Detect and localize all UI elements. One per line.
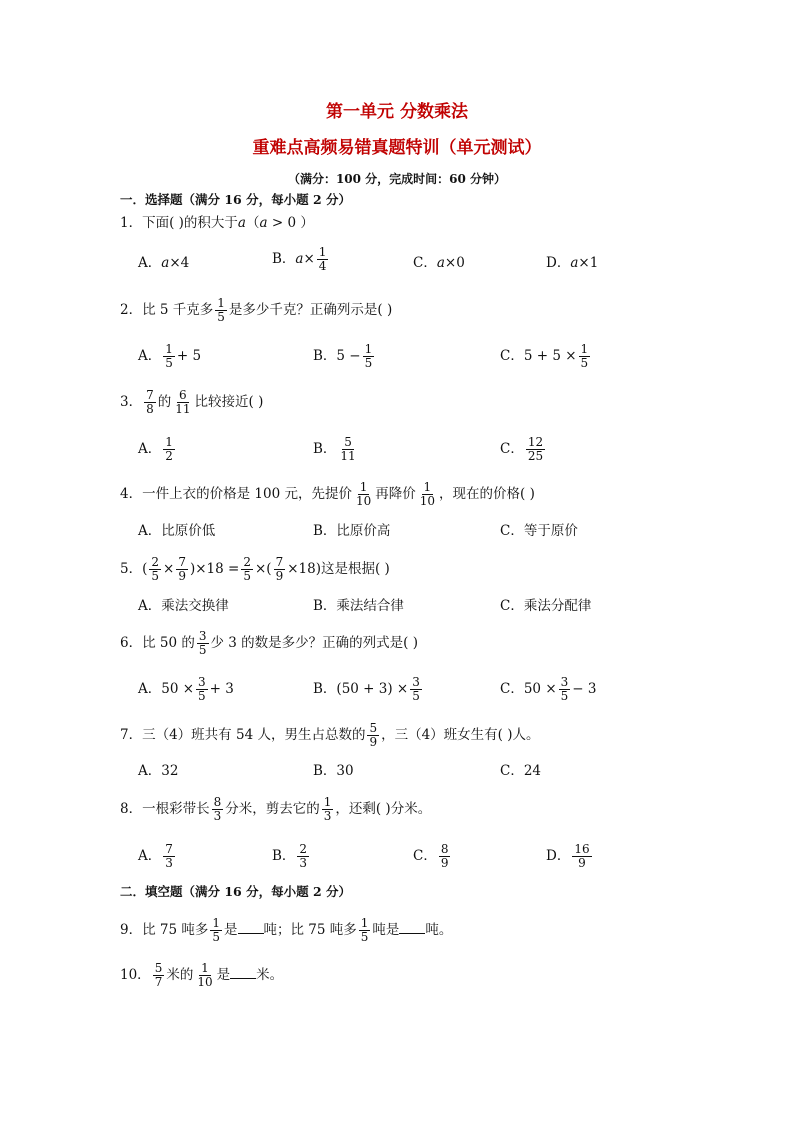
- fraction: [297, 843, 309, 870]
- fraction: [359, 917, 371, 944]
- text-span: A．: [138, 441, 162, 457]
- text-span: − 3: [572, 681, 597, 697]
- numerator: 1: [323, 795, 332, 809]
- text-span: 50 ×: [523, 681, 557, 697]
- option-b[interactable]: [272, 843, 311, 870]
- text-span: 三（4）班共有 54 人，男生占总数的: [142, 727, 366, 743]
- fraction: [367, 722, 379, 749]
- numerator: 1: [212, 916, 220, 930]
- text-span: ×0: [444, 255, 465, 271]
- numerator: 8: [213, 795, 222, 809]
- fraction: [354, 481, 373, 508]
- numerator: 1: [165, 342, 173, 356]
- denominator: 8: [146, 402, 154, 416]
- text-span: ×1: [578, 255, 599, 271]
- denominator: 10: [197, 975, 213, 989]
- option-c[interactable]: [500, 343, 592, 370]
- question-5: [120, 556, 390, 583]
- numerator: 3: [560, 675, 569, 689]
- numerator: 3: [198, 675, 206, 689]
- option-c[interactable]: C．等于原价: [500, 523, 578, 539]
- denominator: 9: [578, 856, 586, 870]
- text-span: 吨。: [425, 922, 453, 938]
- text-span: B．: [313, 348, 337, 364]
- denominator: 4: [318, 259, 327, 273]
- text-span: B．: [313, 441, 337, 457]
- fraction: [196, 676, 208, 703]
- denominator: 10: [419, 494, 436, 508]
- option-b[interactable]: B．乘法结合律: [313, 598, 404, 614]
- text-span: 3．: [120, 394, 143, 410]
- text-span: C．: [500, 681, 524, 697]
- denominator: 11: [340, 449, 356, 463]
- text-span: D．: [546, 848, 571, 864]
- numerator: 1: [580, 342, 589, 356]
- fraction: [572, 843, 591, 870]
- text-span: 吨是: [372, 922, 400, 938]
- option-b[interactable]: [313, 676, 424, 703]
- text-span: + 3: [209, 681, 234, 697]
- section-heading-choice: 一．选择题（满分 16 分，每小题 2 分）: [120, 192, 352, 207]
- text-span: 再降价: [375, 486, 416, 502]
- numerator: 16: [574, 842, 590, 856]
- numerator: 2: [151, 555, 160, 569]
- text-span: A．: [138, 348, 162, 364]
- text-span: A．: [138, 848, 162, 864]
- question-text: 下面( )的积大于: [142, 215, 238, 231]
- answer-blank[interactable]: [238, 921, 264, 934]
- text-span: 7．: [120, 727, 143, 743]
- option-a[interactable]: [138, 436, 177, 463]
- answer-blank[interactable]: [230, 966, 256, 979]
- denominator: 9: [440, 856, 449, 870]
- denominator: 5: [412, 689, 420, 703]
- option-c[interactable]: C．乘法分配律: [500, 598, 592, 614]
- denominator: 5: [360, 930, 369, 944]
- denominator: 5: [198, 689, 206, 703]
- text-span: 一件上衣的价格是 100 元，先提价: [142, 486, 352, 502]
- option-b[interactable]: [313, 343, 376, 370]
- text-span: 米的: [166, 967, 194, 983]
- option-a[interactable]: A．比原价低: [138, 523, 216, 539]
- text-span: A．: [138, 681, 162, 697]
- text-span: 分米，剪去它的: [225, 801, 320, 817]
- question-3: [120, 389, 263, 416]
- text-span: 5 + 5 ×: [523, 348, 577, 364]
- numerator: 12: [527, 435, 544, 449]
- numerator: 1: [360, 916, 369, 930]
- text-span: 2．: [120, 302, 143, 318]
- fraction: [149, 556, 161, 583]
- text-span: 10．: [120, 967, 151, 983]
- text-span: a: [259, 215, 268, 231]
- numerator: 3: [198, 629, 207, 643]
- page-subtitle: 重难点高频易错真题特训（单元测试）: [252, 138, 542, 158]
- denominator: 5: [217, 310, 225, 324]
- numerator: 1: [318, 245, 327, 259]
- fraction: [363, 343, 375, 370]
- text-span: > 0 ）: [267, 215, 314, 231]
- question-6: [120, 630, 418, 657]
- denominator: 5: [165, 356, 173, 370]
- text-span: 6．: [120, 635, 143, 651]
- numerator: 7: [178, 555, 186, 569]
- denominator: 9: [178, 569, 186, 583]
- denominator: 5: [212, 930, 220, 944]
- option-c[interactable]: [413, 253, 465, 273]
- numerator: 1: [423, 480, 432, 494]
- denominator: 7: [154, 975, 163, 989]
- fraction: [212, 796, 224, 823]
- text-span: a: [570, 255, 579, 271]
- text-span: 的: [157, 394, 172, 410]
- option-b[interactable]: [313, 436, 360, 463]
- question-number: 1．: [120, 215, 143, 231]
- numerator: 1: [359, 480, 368, 494]
- text-span: 是多少千克？正确列示是( ): [228, 302, 393, 318]
- numerator: 8: [440, 842, 449, 856]
- denominator: 5: [243, 569, 251, 583]
- text-span: （: [245, 215, 260, 231]
- fraction: [215, 297, 227, 324]
- text-span: B．: [272, 848, 296, 864]
- numerator: 7: [146, 388, 154, 402]
- fraction: [439, 843, 451, 870]
- section-heading-fill: 二．填空题（满分 16 分，每小题 2 分）: [120, 884, 352, 899]
- fraction: [153, 962, 165, 989]
- fraction: [410, 676, 422, 703]
- numerator: 5: [369, 721, 378, 735]
- text-span: B．: [272, 251, 296, 267]
- numerator: 3: [412, 675, 420, 689]
- text-span: C．: [500, 348, 524, 364]
- exam-info: （满分：100 分，完成时间：60 分钟）: [287, 172, 507, 186]
- fraction: [163, 343, 175, 370]
- option-a[interactable]: A．乘法交换律: [138, 598, 229, 614]
- text-span: ，还剩( )分米。: [335, 801, 432, 817]
- text-span: 50 ×: [161, 681, 195, 697]
- denominator: 10: [355, 494, 372, 508]
- text-span: ×: [163, 561, 175, 577]
- question-1: [120, 213, 314, 233]
- denominator: 3: [165, 856, 173, 870]
- question-4: [120, 481, 535, 508]
- text-span: 比 5 千克多: [142, 302, 214, 318]
- fraction: [559, 676, 571, 703]
- option-b[interactable]: B．30: [313, 763, 354, 779]
- numerator: 1: [364, 342, 373, 356]
- option-a[interactable]: [138, 343, 201, 370]
- text-span: 少 3 的数是多少？正确的列式是( ): [210, 635, 418, 651]
- question-7: [120, 722, 540, 749]
- numerator: 5: [154, 961, 163, 975]
- fraction: [163, 436, 175, 463]
- question-9: [120, 917, 452, 944]
- denominator: 5: [364, 356, 373, 370]
- text-span: ×4: [169, 255, 190, 271]
- option-a[interactable]: [138, 843, 177, 870]
- page-title: 第一单元 分数乘法: [326, 102, 468, 122]
- option-b[interactable]: B．比原价高: [313, 523, 391, 539]
- text-span: ×: [303, 251, 315, 267]
- question-10: [120, 962, 283, 989]
- text-span: (50 + 3) ×: [336, 681, 409, 697]
- fraction: [526, 436, 545, 463]
- fraction: [210, 917, 222, 944]
- fraction: [176, 556, 188, 583]
- text-span: (: [142, 561, 148, 577]
- numerator: 1: [217, 296, 225, 310]
- text-span: + 5: [176, 348, 202, 364]
- option-b[interactable]: [272, 246, 330, 273]
- numerator: 7: [165, 842, 173, 856]
- text-span: 比 50 的: [142, 635, 195, 651]
- option-c[interactable]: C．24: [500, 763, 542, 779]
- fraction: [241, 556, 253, 583]
- text-span: ，三（4）班女生有( )人。: [381, 727, 540, 743]
- denominator: 5: [151, 569, 160, 583]
- denominator: 3: [323, 809, 332, 823]
- text-span: C．: [413, 848, 437, 864]
- fraction: [322, 796, 334, 823]
- text-span: 8．: [120, 801, 143, 817]
- option-a[interactable]: A．32: [138, 763, 179, 779]
- option-a[interactable]: [138, 676, 234, 703]
- fraction: [144, 389, 156, 416]
- text-span: ×(: [254, 561, 272, 577]
- fraction: [274, 556, 286, 583]
- text-span: 米。: [256, 967, 284, 983]
- numerator: 7: [275, 555, 284, 569]
- fraction: [163, 843, 175, 870]
- text-span: 是: [224, 922, 238, 938]
- numerator: 5: [344, 435, 352, 449]
- denominator: 9: [275, 569, 284, 583]
- text-span: 比 75 吨多: [142, 922, 209, 938]
- option-c[interactable]: [500, 676, 596, 703]
- denominator: 5: [580, 356, 589, 370]
- text-span: 是: [216, 967, 231, 983]
- numerator: 1: [165, 435, 173, 449]
- numerator: 2: [299, 842, 308, 856]
- option-a[interactable]: [138, 253, 189, 273]
- text-span: C．: [413, 255, 437, 271]
- text-span: D．: [546, 255, 571, 271]
- text-span: B．: [313, 681, 337, 697]
- fraction: [418, 481, 437, 508]
- text-span: )×18 =: [189, 561, 240, 577]
- denominator: 3: [213, 809, 222, 823]
- text-span: ×18)这是根据( ): [287, 561, 390, 577]
- text-span: a: [161, 255, 170, 271]
- option-d[interactable]: [546, 253, 598, 273]
- denominator: 5: [560, 689, 569, 703]
- fraction: [317, 246, 329, 273]
- text-span: 吨；比 75 吨多: [263, 922, 357, 938]
- text-span: C．: [500, 441, 524, 457]
- denominator: 5: [198, 643, 207, 657]
- denominator: 11: [175, 402, 191, 416]
- fraction: [579, 343, 591, 370]
- question-8: [120, 796, 431, 823]
- text-span: 9．: [120, 922, 143, 938]
- text-span: 5 −: [336, 348, 361, 364]
- text-span: 5．: [120, 561, 143, 577]
- text-span: A．: [138, 255, 162, 271]
- option-d[interactable]: [546, 843, 594, 870]
- fraction: [338, 436, 357, 463]
- text-span: 比较接近( ): [194, 394, 264, 410]
- denominator: 25: [527, 449, 544, 463]
- denominator: 2: [165, 449, 173, 463]
- question-2: [120, 297, 392, 324]
- answer-blank[interactable]: [399, 921, 425, 934]
- option-c[interactable]: [413, 843, 452, 870]
- numerator: 2: [243, 555, 251, 569]
- text-span: a: [295, 251, 304, 267]
- text-span: 一根彩带长: [142, 801, 210, 817]
- denominator: 3: [299, 856, 308, 870]
- text-span: a: [237, 215, 246, 231]
- text-span: ，现在的价格( ): [439, 486, 535, 502]
- option-c[interactable]: [500, 436, 547, 463]
- numerator: 6: [179, 388, 187, 402]
- denominator: 9: [369, 735, 378, 749]
- text-span: a: [436, 255, 445, 271]
- fraction: [197, 630, 209, 657]
- numerator: 1: [201, 961, 209, 975]
- fraction: [173, 389, 192, 416]
- text-span: 4．: [120, 486, 143, 502]
- fraction: [195, 962, 214, 989]
